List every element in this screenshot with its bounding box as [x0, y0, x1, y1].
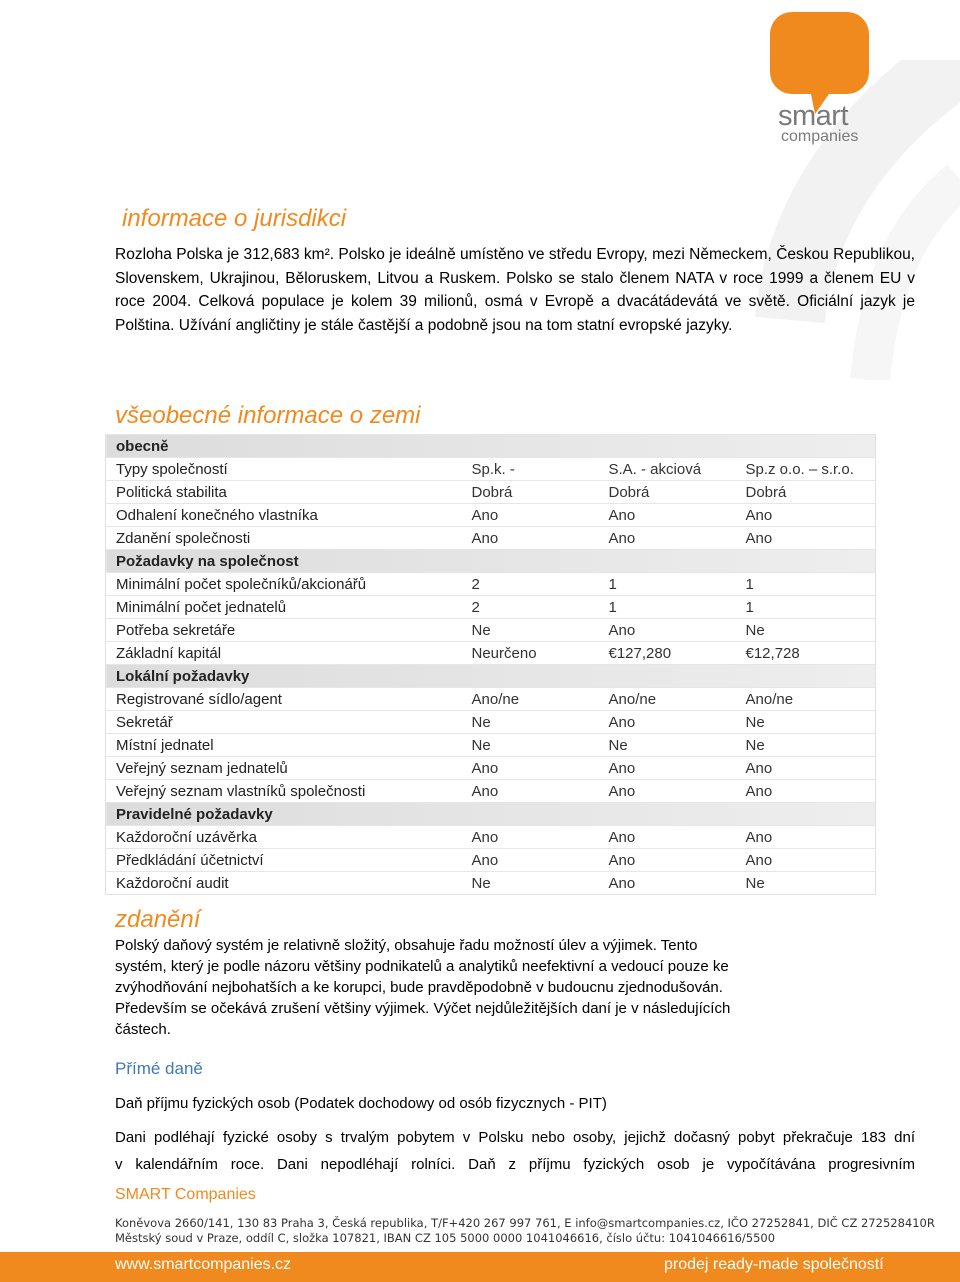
- table-row-label: Každoroční audit: [106, 872, 462, 895]
- table-cell: Ano: [462, 780, 599, 803]
- table-section-row: [106, 435, 876, 458]
- table-row: [106, 481, 876, 504]
- table-cell: Ano: [736, 826, 876, 849]
- footer-website-link[interactable]: www.smartcompanies.cz: [115, 1256, 292, 1273]
- table-row: [106, 642, 876, 665]
- table-row-label: Odhalení konečného vlastníka: [106, 504, 462, 527]
- pit-line-2: v kalendářním roce. Dani nepodléhají rolníci. Daň z příjmu fyzických osob je vypočítávána progresivním: [115, 1156, 915, 1173]
- tax-paragraph: Polský daňový systém je relativně složitý, obsahuje řadu možností úlev a výjimek. Tento systém, který je podle názoru většiny podnikatelů a analytiků neefektivní a vedoucí pouze ke zvýhodňování nejbohatších a ke korupci, bude pravděpodobně v budoucnu zjednodušován. Především se očekává zrušení většiny výjimek. Výčet nejdůležitějších daní je v následujících částech.: [115, 937, 731, 1038]
- table-cell: €12,728: [736, 642, 876, 665]
- table-row: [106, 458, 876, 481]
- table-cell: Ne: [736, 619, 876, 642]
- table-row-label: Předkládání účetnictví: [106, 849, 462, 872]
- table-cell: Ano/ne: [462, 688, 599, 711]
- table-section-row: [106, 550, 876, 573]
- logo-subword: companies: [781, 128, 859, 145]
- table-cell: Ne: [736, 872, 876, 895]
- table-row: [106, 504, 876, 527]
- table-row: [106, 619, 876, 642]
- table-section-label: Pravidelné požadavky: [106, 803, 876, 826]
- table-cell: Ne: [462, 711, 599, 734]
- table-row: [106, 757, 876, 780]
- table-row: [106, 596, 876, 619]
- table-cell: Sp.z o.o. – s.r.o.: [736, 458, 876, 481]
- table-cell: 1: [599, 596, 736, 619]
- table-cell: Ano: [599, 619, 736, 642]
- table-row: [106, 826, 876, 849]
- table-cell: Dobrá: [736, 481, 876, 504]
- jurisdiction-paragraph: Rozloha Polska je 312,683 km². Polsko je ideálně umístěno ve středu Evropy, mezi Německem, Českou Republikou, Slovenskem, Ukrajinou, Běloruskem, Litvou a Ruskem. Polsko se stalo členem NATA v roce 1999 a členem EU v roce 2004. Celková populace je kolem 39 milionů, osmá v Evropě a dvacátádevátá ve světě. Oficiální jazyk je Polština. Užívání angličtiny je stále častější a podobně jsou na tom statní evropské jazyky.: [115, 246, 915, 334]
- table-cell: Ano: [462, 527, 599, 550]
- table-cell: Ano: [462, 504, 599, 527]
- table-row: [106, 573, 876, 596]
- table-cell: Ano/ne: [736, 688, 876, 711]
- footer-brand: SMART Companies: [115, 1186, 256, 1203]
- table-cell: Ano: [599, 527, 736, 550]
- table-cell: Ano: [736, 527, 876, 550]
- table-cell: Ano: [599, 504, 736, 527]
- table-cell: 1: [736, 573, 876, 596]
- table-row-label: Zdanění společnosti: [106, 527, 462, 550]
- table-row-label: Minimální počet jednatelů: [106, 596, 462, 619]
- table-cell: Neurčeno: [462, 642, 599, 665]
- table-row-label: Minimální počet společníků/akcionářů: [106, 573, 462, 596]
- tax-title: zdanění: [115, 906, 201, 933]
- footer-address-line-1: Koněvova 2660/141, 130 83 Praha 3, Česká republika, T/F+420 267 997 761, E info@smartcompanies.cz, IČO 27252841, DIČ CZ 272528410R: [115, 1216, 935, 1230]
- table-row-label: Každoroční uzávěrka: [106, 826, 462, 849]
- table-cell: Ano/ne: [599, 688, 736, 711]
- table-cell: 1: [736, 596, 876, 619]
- table-row: [106, 527, 876, 550]
- table-row: [106, 711, 876, 734]
- table-cell: Ano: [736, 757, 876, 780]
- pit-line-1: Dani podléhají fyzické osoby s trvalým pobytem v Polsku nebo osoby, jejichž dočasný pobyt překračuje 183 dní: [115, 1129, 915, 1146]
- table-cell: Ano: [599, 711, 736, 734]
- table-cell: Ano: [736, 504, 876, 527]
- table-section-row: [106, 803, 876, 826]
- table-cell: 2: [462, 573, 599, 596]
- table-row-label: Sekretář: [106, 711, 462, 734]
- table-section-label: Lokální požadavky: [106, 665, 876, 688]
- table-section-label: Požadavky na společnost: [106, 550, 876, 573]
- table-cell: Ano: [462, 826, 599, 849]
- table-row-label: Veřejný seznam jednatelů: [106, 757, 462, 780]
- table-cell: Ano: [462, 757, 599, 780]
- table-cell: Ano: [599, 826, 736, 849]
- table-cell: Ano: [736, 849, 876, 872]
- table-cell: Ne: [462, 734, 599, 757]
- table-cell: Dobrá: [462, 481, 599, 504]
- table-row-label: Základní kapitál: [106, 642, 462, 665]
- table-cell: S.A. - akciová: [599, 458, 736, 481]
- table-row-label: Místní jednatel: [106, 734, 462, 757]
- table-row-label: Politická stabilita: [106, 481, 462, 504]
- table-cell: Ne: [736, 711, 876, 734]
- table-row-label: Registrované sídlo/agent: [106, 688, 462, 711]
- direct-taxes-heading: Přímé daně: [115, 1059, 203, 1078]
- table-row: [106, 734, 876, 757]
- table-section-label: obecně: [106, 435, 876, 458]
- table-cell: Ano: [599, 757, 736, 780]
- table-row: [106, 872, 876, 895]
- table-cell: €127,280: [599, 642, 736, 665]
- table-cell: Ne: [736, 734, 876, 757]
- table-row: [106, 688, 876, 711]
- footer-tagline: prodej ready-made společností: [664, 1256, 884, 1273]
- table-row: [106, 849, 876, 872]
- pit-title: Daň příjmu fyzických osob (Podatek dochodowy od osób fizycznych - PIT): [115, 1095, 607, 1112]
- table-cell: Ano: [599, 849, 736, 872]
- table-cell: 2: [462, 596, 599, 619]
- table-cell: 1: [599, 573, 736, 596]
- footer-address: [115, 1216, 935, 1246]
- country-info-table: [105, 434, 876, 895]
- table-cell: Ano: [599, 780, 736, 803]
- footer-address-line-2: Městský soud v Praze, oddíl C, složka 107821, IBAN CZ 105 5000 0000 1041046616, číslo účtu: 1041046616/5500: [115, 1231, 776, 1245]
- table-row: [106, 780, 876, 803]
- table-cell: Ne: [599, 734, 736, 757]
- table-cell: Ne: [462, 619, 599, 642]
- table-section-row: [106, 665, 876, 688]
- table-row-label: Potřeba sekretáře: [106, 619, 462, 642]
- table-row-label: Typy společností: [106, 458, 462, 481]
- table-cell: Dobrá: [599, 481, 736, 504]
- table-row-label: Veřejný seznam vlastníků společnosti: [106, 780, 462, 803]
- logo-word: smart: [778, 100, 848, 132]
- table-cell: Ano: [599, 872, 736, 895]
- table-cell: Ne: [462, 872, 599, 895]
- jurisdiction-title: informace o jurisdikci: [122, 205, 347, 232]
- table-cell: Ano: [462, 849, 599, 872]
- table-cell: Ano: [736, 780, 876, 803]
- general-info-title: všeobecné informace o zemi: [115, 402, 421, 429]
- table-cell: Sp.k. -: [462, 458, 599, 481]
